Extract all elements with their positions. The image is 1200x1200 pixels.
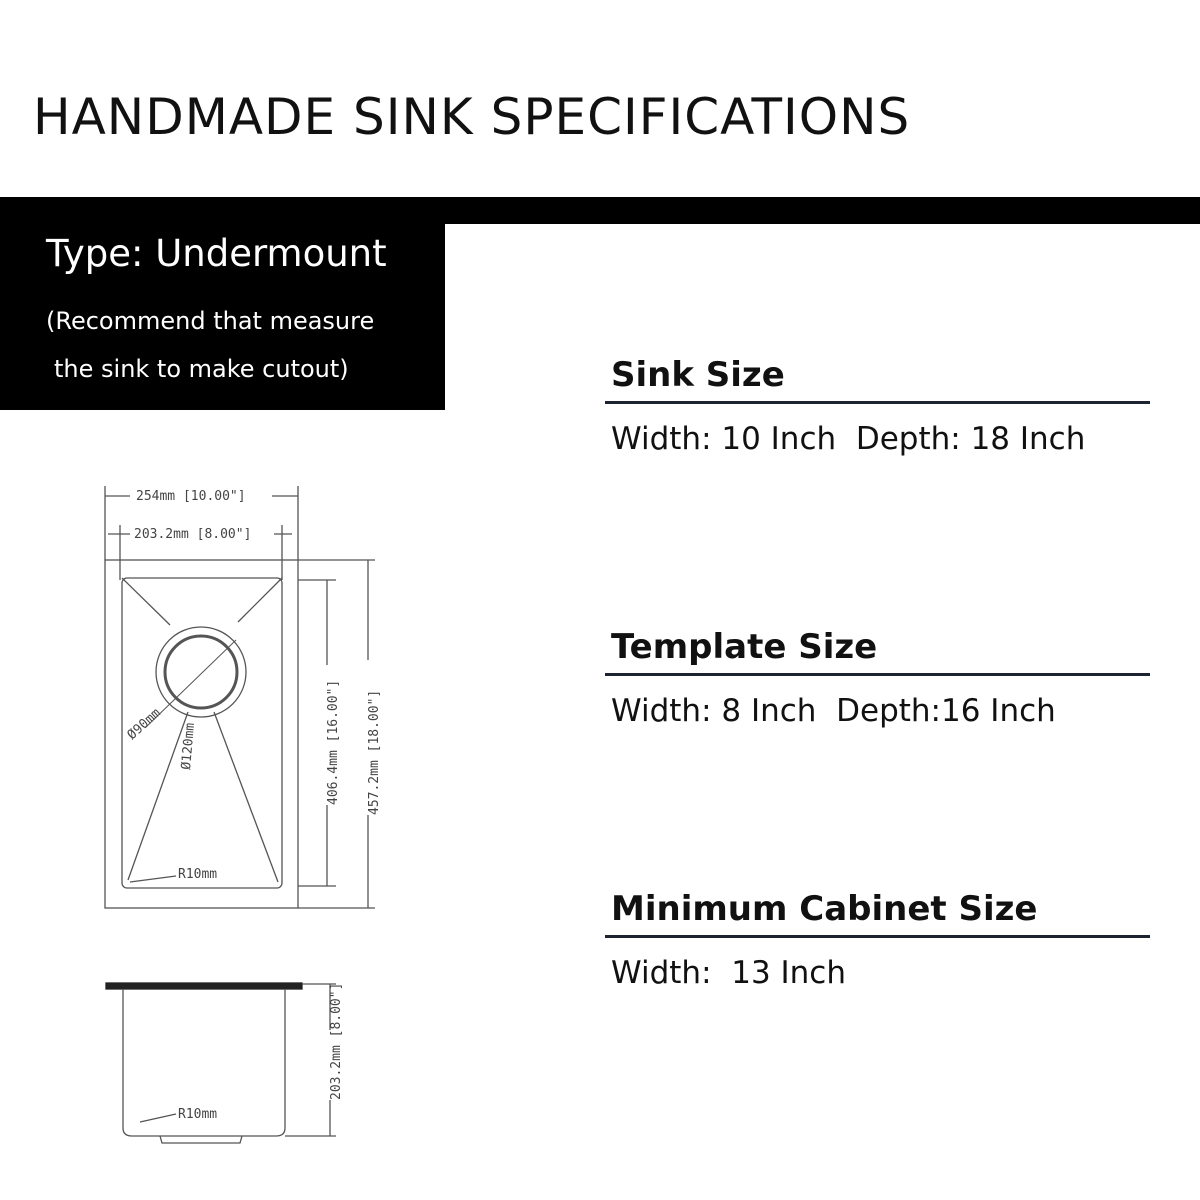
type-heading: Type: Undermount: [46, 232, 387, 275]
drain-diameter-label: Ø90mm: [124, 705, 164, 743]
inner-length-label: 406.4mm [16.00"]: [326, 679, 341, 805]
outer-length-label: 457.2mm [18.00"]: [367, 689, 382, 815]
spec-value: Width: 13 Inch: [611, 955, 846, 991]
spec-value: Width: 8 Inch Depth:16 Inch: [611, 693, 1056, 729]
depth-label: 203.2mm [8.00"]: [329, 982, 344, 1100]
page-title: HANDMADE SINK SPECIFICATIONS: [33, 88, 911, 146]
corner-radius-label: R10mm: [178, 867, 218, 882]
inner-width-label: 203.2mm [8.00"]: [134, 527, 252, 542]
spec-heading: Sink Size: [611, 355, 785, 395]
side-corner-radius-label: R10mm: [178, 1107, 218, 1122]
spec-heading: Template Size: [611, 627, 878, 667]
type-note-line1: (Recommend that measure: [46, 307, 375, 335]
spec-value: Width: 10 Inch Depth: 18 Inch: [611, 421, 1086, 457]
outer-width-label: 254mm [10.00"]: [136, 489, 246, 504]
strainer-diameter-label: Ø120mm: [179, 722, 199, 771]
spec-heading: Minimum Cabinet Size: [611, 889, 1038, 929]
type-note-line2: the sink to make cutout): [54, 355, 349, 383]
